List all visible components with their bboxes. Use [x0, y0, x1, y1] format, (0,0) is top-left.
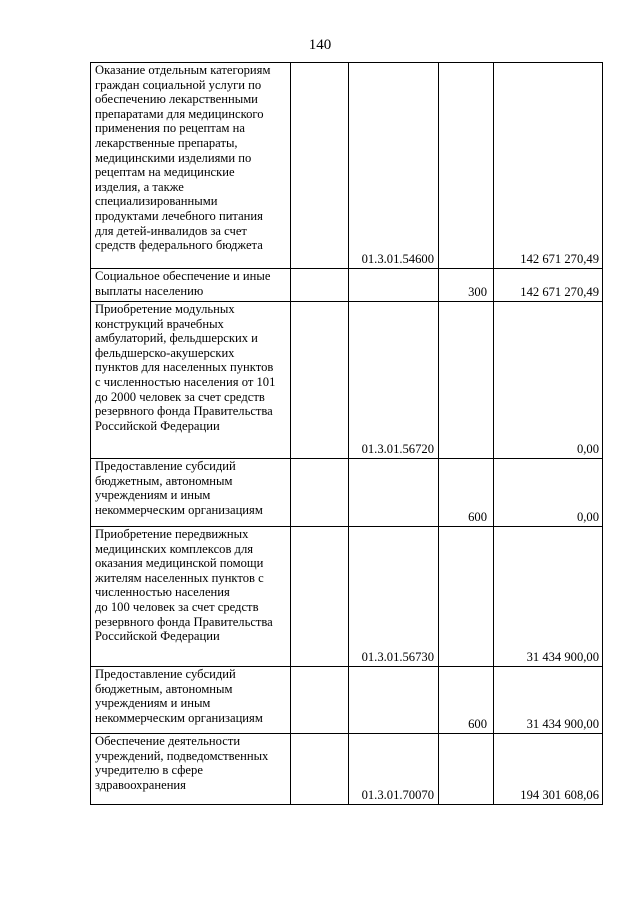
- row-name: Приобретение передвижных медицинских комплексов для оказания медицинской помощи жителям населенных пунктов с численностью населения до 100 человек за счет средств резервного фонда Правительства Российской Федерации: [95, 527, 273, 644]
- table-row: [91, 63, 603, 269]
- row-code: 01.3.01.56720: [349, 302, 439, 459]
- budget-table: [90, 62, 603, 805]
- table-row: [91, 302, 603, 459]
- table-row: [91, 734, 603, 805]
- row-name-cell: [91, 269, 291, 302]
- row-code: [349, 667, 439, 734]
- row-sum: 31 434 900,00: [494, 527, 603, 667]
- row-name-cell: [91, 527, 291, 667]
- row-code: 01.3.01.70070: [349, 734, 439, 805]
- row-sum: 0,00: [494, 302, 603, 459]
- row-name: Социальное обеспечение и иные выплаты населению: [95, 269, 271, 298]
- row-name: Оказание отдельным категориям граждан социальной услуги по обеспечению лекарственными препаратами для медицинского применения по рецептам на лекарственные препараты, медицинскими изделиями по рецептам на медицинские изделия, а также специализированными продуктами лечебного питания для детей-инвалидов за счет средств федерального бюджета: [95, 63, 271, 253]
- row-code: 01.3.01.56730: [349, 527, 439, 667]
- row-name: Предоставление субсидий бюджетным, автономным учреждениям и иным некоммерческим организациям: [95, 667, 263, 725]
- row-sum: 31 434 900,00: [494, 667, 603, 734]
- row-name-cell: [91, 459, 291, 527]
- table-row: [91, 269, 603, 302]
- table-row: [91, 667, 603, 734]
- page-number: 140: [308, 37, 332, 53]
- row-type: [439, 63, 494, 269]
- row-type: [439, 734, 494, 805]
- row-sum: 142 671 270,49: [494, 269, 603, 302]
- row-name: Предоставление субсидий бюджетным, автономным учреждениям и иным некоммерческим организациям: [95, 459, 263, 517]
- row-name-cell: [91, 667, 291, 734]
- table-row: [91, 527, 603, 667]
- row-sum: 142 671 270,49: [494, 63, 603, 269]
- row-type: [439, 302, 494, 459]
- empty-cell: [291, 459, 349, 527]
- row-name: Приобретение модульных конструкций врачебных амбулаторий, фельдшерских и фельдшерско-акушерских пунктов для населенных пунктов с численностью населения от 101 до 2000 человек за счет средств резервного фонда Правительства Российской Федерации: [95, 302, 276, 433]
- row-sum: 0,00: [494, 459, 603, 527]
- row-name-cell: [91, 63, 291, 269]
- row-type: 600: [439, 459, 494, 527]
- row-code: [349, 459, 439, 527]
- row-type: 300: [439, 269, 494, 302]
- row-type: 600: [439, 667, 494, 734]
- empty-cell: [291, 63, 349, 269]
- empty-cell: [291, 667, 349, 734]
- row-name-cell: [91, 302, 291, 459]
- empty-cell: [291, 527, 349, 667]
- row-sum: 194 301 608,06: [494, 734, 603, 805]
- row-name-cell: [91, 734, 291, 805]
- empty-cell: [291, 302, 349, 459]
- row-type: [439, 527, 494, 667]
- row-name: Обеспечение деятельности учреждений, подведомственных учредителю в сфере здравоохранения: [95, 734, 269, 792]
- empty-cell: [291, 734, 349, 805]
- row-code: 01.3.01.54600: [349, 63, 439, 269]
- table-row: [91, 459, 603, 527]
- row-code: [349, 269, 439, 302]
- empty-cell: [291, 269, 349, 302]
